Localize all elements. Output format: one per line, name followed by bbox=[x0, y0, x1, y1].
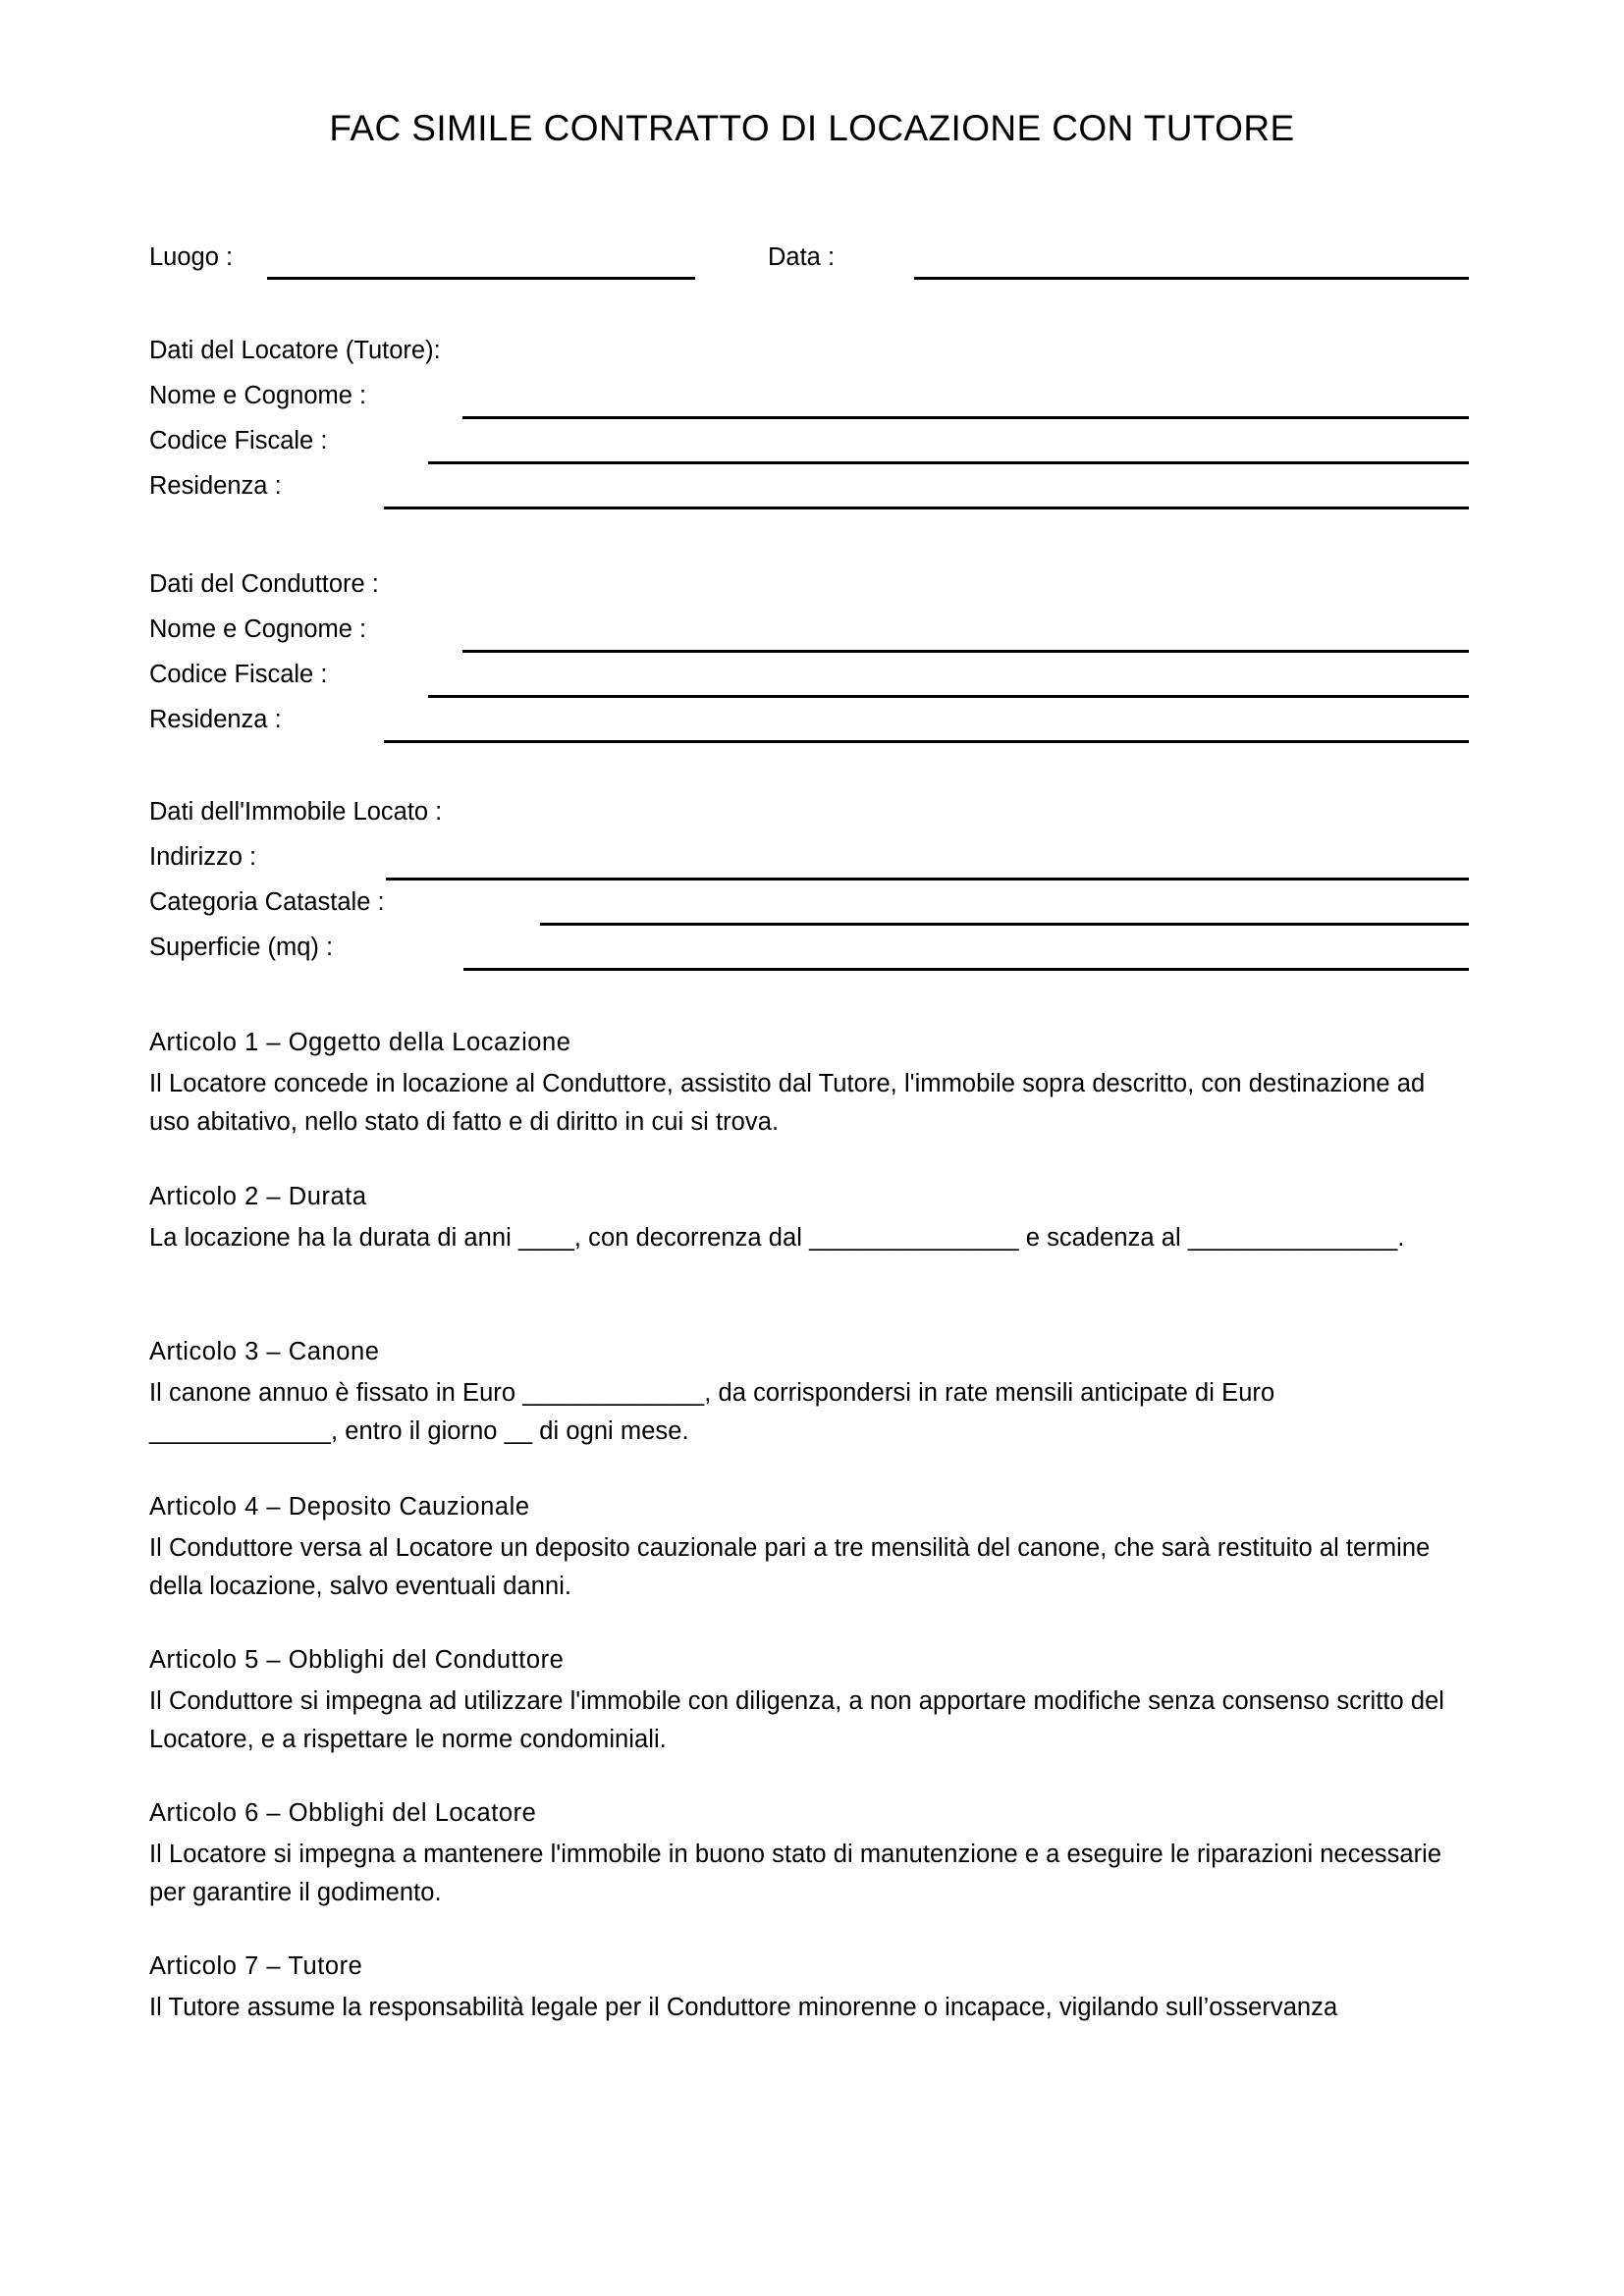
section-heading-immobile: Dati dell'Immobile Locato : bbox=[149, 798, 443, 826]
article-1-body: Il Locatore concede in locazione al Conduttore, assistito dal Tutore, l'immobile sopra descritto, con destinazione ad uso abitativo, nello stato di fatto e di diritto in cui si trova. bbox=[149, 1070, 1426, 1136]
locatore-codice-fiscale-input-line[interactable] bbox=[428, 461, 1469, 464]
conduttore-residenza-label: Residenza : bbox=[149, 706, 282, 733]
immobile-indirizzo-label: Indirizzo : bbox=[149, 843, 257, 871]
article-7-body: Il Tutore assume la responsabilità legale per il Conduttore minorenne o incapace, vigilando sull’osservanza bbox=[149, 1994, 1338, 2021]
locatore-codice-fiscale-label: Codice Fiscale : bbox=[149, 427, 328, 454]
article-5-body: Il Conduttore si impegna ad utilizzare l'immobile con diligenza, a non apportare modifiche senza consenso scritto del Locatore, e a rispettare le norme condominiali. bbox=[149, 1687, 1445, 1753]
locatore-residenza-label: Residenza : bbox=[149, 472, 282, 500]
immobile-categoria-catastale-input-line[interactable] bbox=[540, 923, 1469, 926]
locatore-nome-label: Nome e Cognome : bbox=[149, 382, 367, 409]
data-input-line[interactable] bbox=[914, 277, 1469, 280]
luogo-label: Luogo : bbox=[149, 243, 234, 271]
section-heading-conduttore: Dati del Conduttore : bbox=[149, 570, 379, 598]
luogo-input-line[interactable] bbox=[267, 277, 695, 280]
article-2-body: La locazione ha la durata di anni ____, con decorrenza dal _______________ e scadenza al _______________. bbox=[149, 1224, 1405, 1252]
article-4-body: Il Conduttore versa al Locatore un deposito cauzionale pari a tre mensilità del canone, che sarà restituito al termine della locazione, salvo eventuali danni. bbox=[149, 1534, 1431, 1600]
conduttore-codice-fiscale-input-line[interactable] bbox=[428, 695, 1469, 698]
article-5-heading: Articolo 5 – Obblighi del Conduttore bbox=[149, 1646, 565, 1674]
article-7-heading: Articolo 7 – Tutore bbox=[149, 1952, 363, 1980]
article-2-heading: Articolo 2 – Durata bbox=[149, 1183, 367, 1210]
conduttore-nome-label: Nome e Cognome : bbox=[149, 615, 367, 643]
article-4-heading: Articolo 4 – Deposito Cauzionale bbox=[149, 1493, 530, 1521]
immobile-superficie-label: Superficie (mq) : bbox=[149, 934, 334, 961]
conduttore-nome-input-line[interactable] bbox=[462, 650, 1469, 653]
data-label: Data : bbox=[768, 243, 836, 271]
locatore-residenza-input-line[interactable] bbox=[384, 507, 1469, 509]
conduttore-residenza-input-line[interactable] bbox=[384, 740, 1469, 743]
article-6-heading: Articolo 6 – Obblighi del Locatore bbox=[149, 1799, 537, 1827]
immobile-categoria-catastale-label: Categoria Catastale : bbox=[149, 888, 385, 916]
section-heading-locatore: Dati del Locatore (Tutore): bbox=[149, 337, 441, 364]
locatore-nome-input-line[interactable] bbox=[462, 416, 1469, 419]
page-title: FAC SIMILE CONTRATTO DI LOCAZIONE CON TUTORE bbox=[329, 108, 1295, 148]
article-6-body: Il Locatore si impegna a mantenere l'immobile in buono stato di manutenzione e a eseguire le riparazioni necessarie per garantire il godimento. bbox=[149, 1841, 1442, 1906]
conduttore-codice-fiscale-label: Codice Fiscale : bbox=[149, 661, 328, 688]
article-1-heading: Articolo 1 – Oggetto della Locazione bbox=[149, 1029, 571, 1056]
article-3-body: Il canone annuo è fissato in Euro _____________, da corrispondersi in rate mensili anticipate di Euro _____________, entro il giorno __ di ogni mese. bbox=[149, 1379, 1275, 1445]
immobile-indirizzo-input-line[interactable] bbox=[386, 878, 1469, 881]
article-3-heading: Articolo 3 – Canone bbox=[149, 1338, 380, 1365]
immobile-superficie-input-line[interactable] bbox=[463, 968, 1469, 971]
